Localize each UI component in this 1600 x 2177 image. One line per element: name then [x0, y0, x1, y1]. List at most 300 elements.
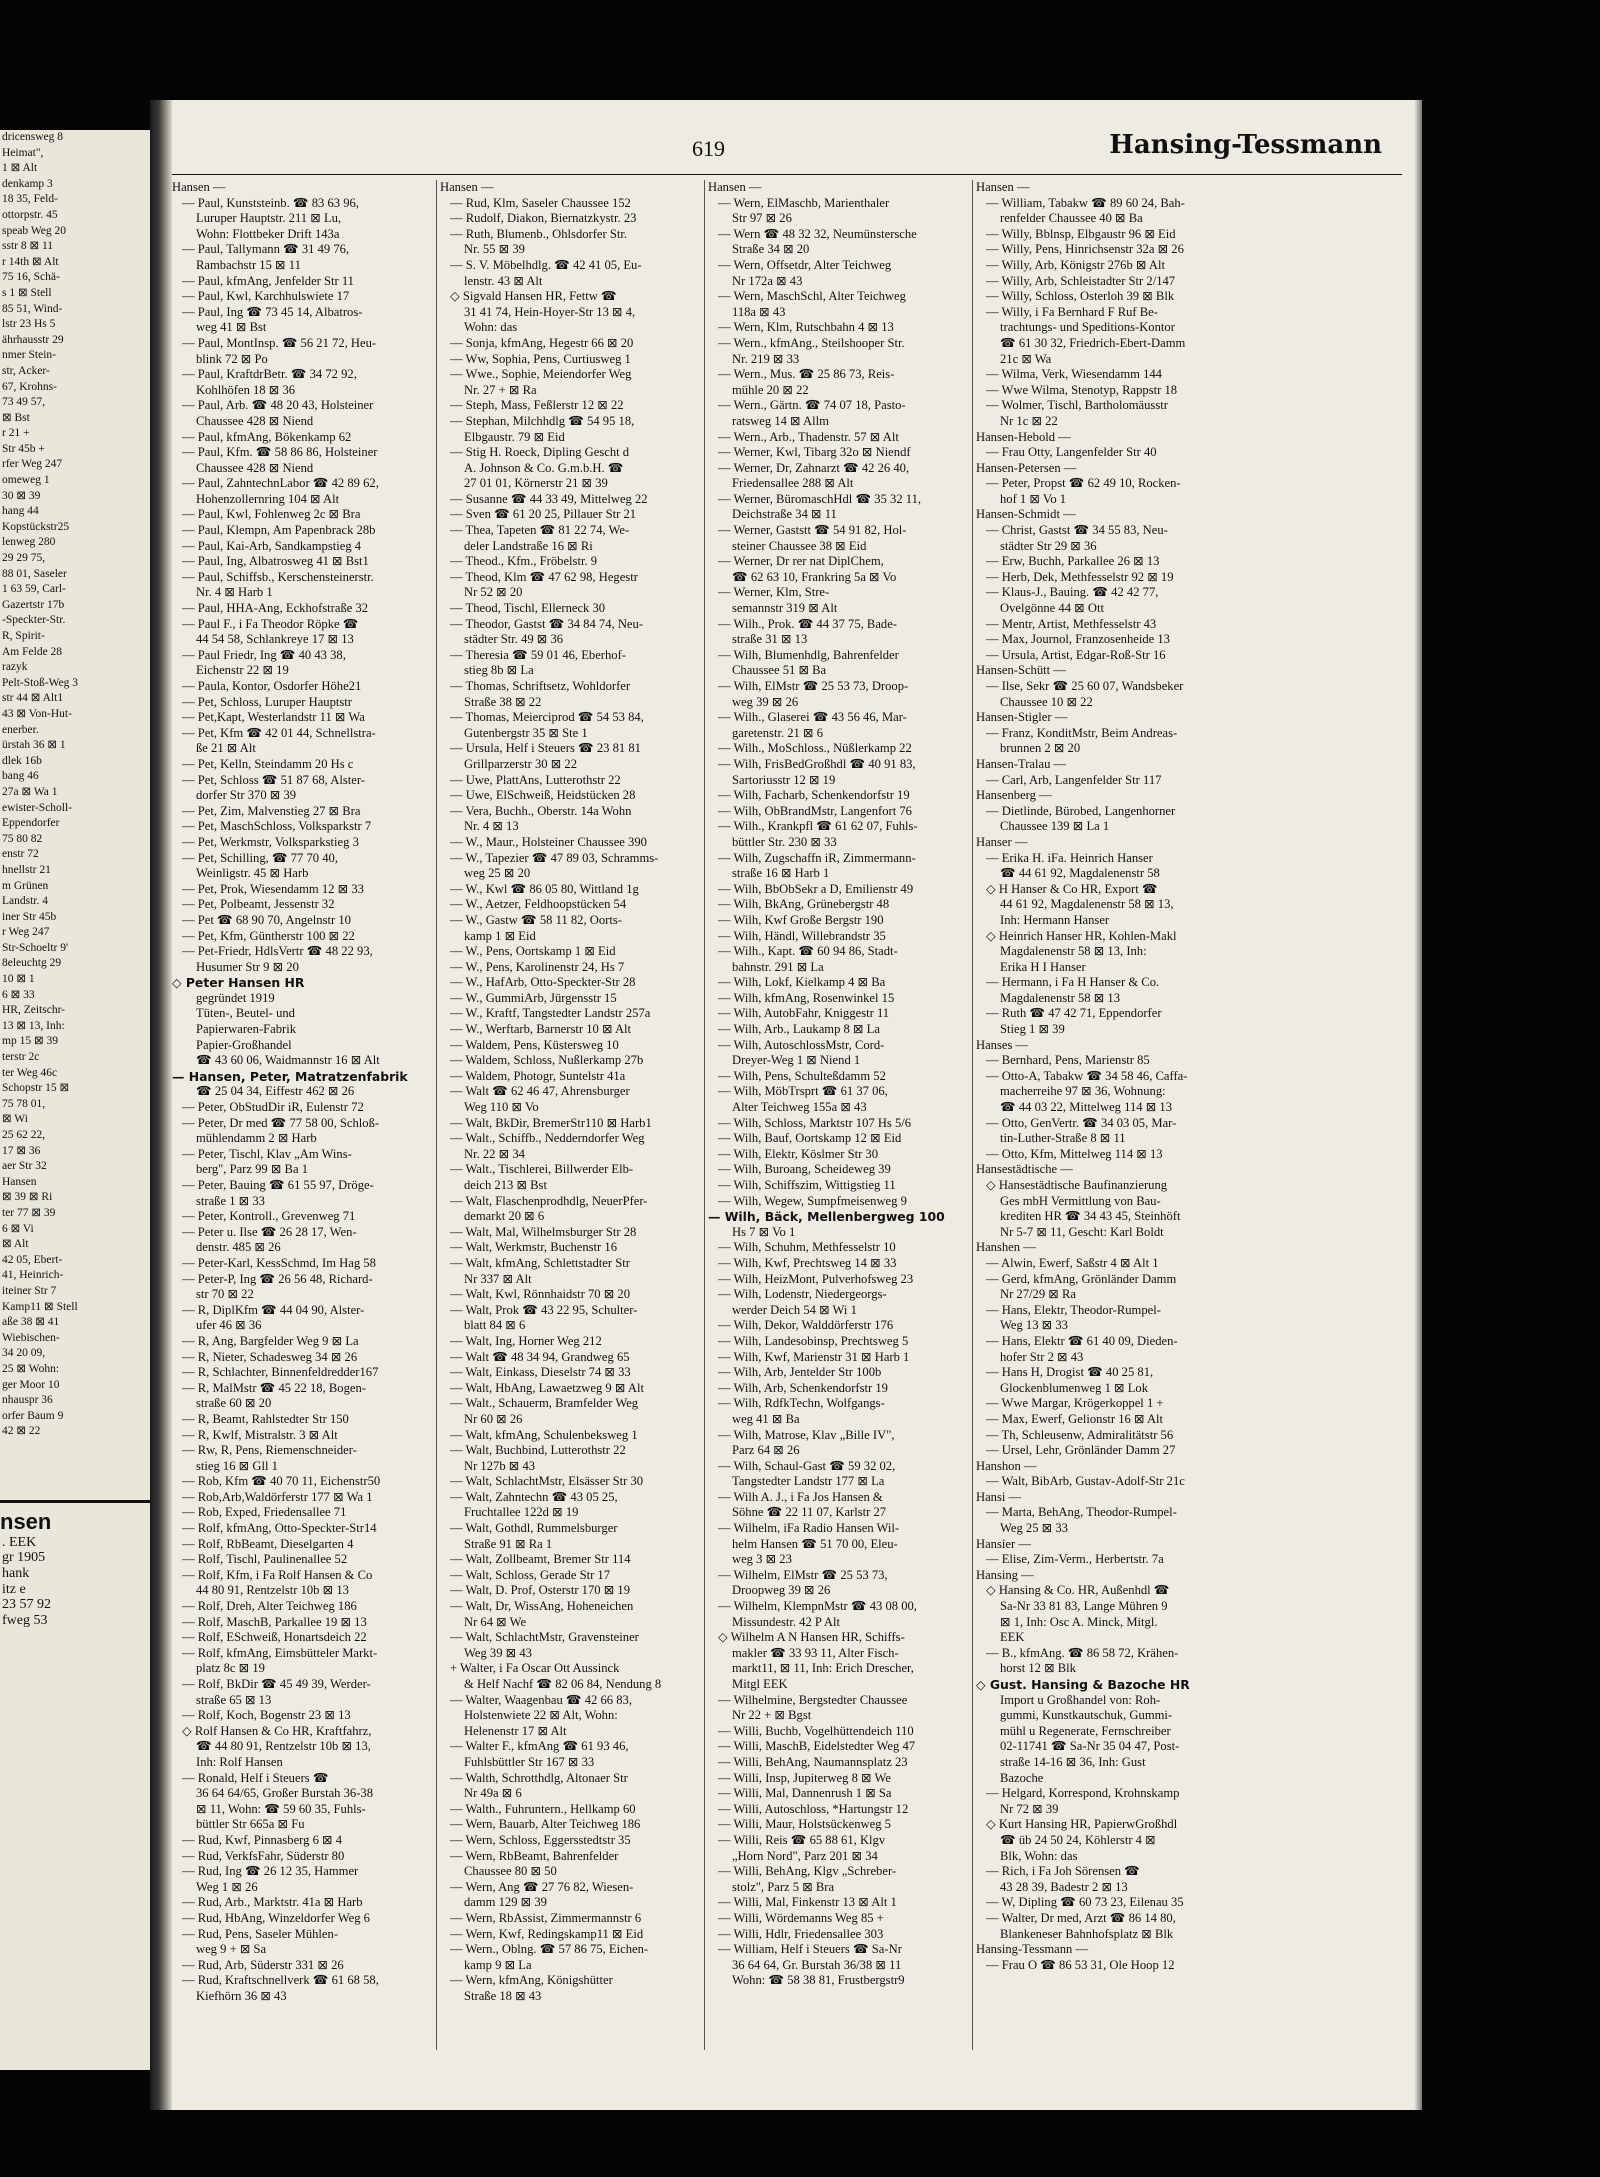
directory-entry-line: — Walt, Dr, WissAng, Hoheneichen — [450, 1599, 634, 1614]
directory-entry-line: — Theod., Kfm., Fröbelstr. 9 — [450, 554, 598, 569]
previous-page-line: Kamp11 ⊠ Stell — [2, 1300, 78, 1313]
directory-entry-line: — Herb, Dek, Methfesselstr 92 ⊠ 19 — [986, 569, 1174, 584]
previous-page-ad-lines — [0, 1535, 150, 1629]
directory-entry-line: macherreihe 97 ⊠ 36, Wohnung: — [1000, 1084, 1166, 1099]
directory-entry-line: Blk, Wohn: das — [1000, 1848, 1078, 1863]
directory-entry-line: — Rud, VerkfsFahr, Süderstr 80 — [182, 1848, 345, 1863]
previous-page-line: omeweg 1 — [2, 474, 50, 487]
directory-entry-line: — Wilh, ObBrandMstr, Langenfort 76 — [718, 803, 912, 818]
directory-entry-line: Chaussee 428 ⊠ Niend — [196, 413, 314, 428]
directory-entry-line: Kiefhörn 36 ⊠ 43 — [196, 1988, 287, 2003]
directory-entry-line: gummi, Kunstkautschuk, Gummi- — [1000, 1708, 1173, 1723]
previous-page-fragment — [0, 130, 150, 2070]
directory-entry-line: — Rolf, BkDir ☎ 45 49 39, Werder- — [182, 1677, 371, 1691]
previous-page-line: Kopstückstr25 — [2, 520, 70, 533]
previous-page-line: 41, Heinrich- — [2, 1269, 64, 1282]
previous-page-line: ter 77 ⊠ 39 — [2, 1206, 56, 1219]
directory-entry-line: — Wilh, Blumenhdlg, Bahrenfelder — [718, 647, 899, 662]
directory-entry-line: — Walt, Mal, Wilhelmsburger Str 28 — [450, 1224, 637, 1239]
directory-entry-line: — Pet, Polbeamt, Jessenstr 32 — [182, 897, 335, 912]
directory-entry-line: garetenstr. 21 ⊠ 6 — [732, 725, 823, 740]
directory-entry-line: — Waldem, Pens, Küstersweg 10 — [450, 1037, 619, 1052]
directory-entry-line: Nr. 55 ⊠ 39 — [464, 242, 525, 257]
directory-entry-line: — Willy, Pens, Hinrichsenstr 32a ⊠ 26 — [986, 242, 1184, 257]
column-1 — [172, 180, 434, 2050]
previous-page-line: denkamp 3 — [2, 177, 53, 190]
directory-entry-line: — Walt, Flaschenprodhdlg, NeuerPfer- — [450, 1193, 648, 1208]
previous-page-line: Eppendorfer — [2, 817, 60, 830]
directory-entry-line: — Wilh, Buroang, Scheideweg 39 — [718, 1162, 891, 1177]
directory-entry-line: — Peter u. Ilse ☎ 26 28 17, Wen- — [182, 1224, 357, 1239]
directory-entry-line: renfelder Chaussee 40 ⊠ Ba — [1000, 211, 1143, 226]
previous-page-line: terstr 2c — [2, 1051, 40, 1064]
directory-entry-line: hofer Str 2 ⊠ 43 — [1000, 1349, 1084, 1364]
directory-entry-line: — Peter-P, Ing ☎ 26 56 48, Richard- — [182, 1271, 373, 1286]
previous-page-line: 1 ⊠ Alt — [2, 162, 38, 175]
directory-entry-line: — Rob, Kfm ☎ 40 70 11, Eichenstr50 — [182, 1474, 381, 1489]
directory-entry-line: bahnstr. 291 ⊠ La — [732, 959, 824, 974]
previous-page-line: 30 ⊠ 39 — [2, 489, 41, 502]
directory-entry-line: A. Johnson & Co. G.m.b.H. ☎ — [464, 460, 624, 475]
directory-entry-line: — Wilh, BkAng, Grünebergstr 48 — [718, 897, 890, 912]
directory-entry-line: — Paul F., i Fa Theodor Röpke ☎ — [182, 616, 359, 631]
directory-entry-line: — Wern., kfmAng., Steilshooper Str. — [718, 335, 905, 350]
directory-entry-line: — Wilh, ElMstr ☎ 25 53 73, Droop- — [718, 679, 909, 693]
surname-heading: Hansen-Stigler — — [976, 710, 1068, 725]
directory-entry-line: deich 213 ⊠ Bst — [464, 1178, 547, 1192]
directory-entry-line: — Willi, Autoschloss, *Hartungstr 12 — [718, 1801, 909, 1816]
directory-entry-line: — Dietlinde, Bürobed, Langenhorner — [986, 803, 1176, 818]
directory-entry-line: ⊠ 11, Wohn: ☎ 59 60 35, Fuhls- — [196, 1801, 366, 1816]
directory-entry-line: — Werner, Gaststt ☎ 54 91 82, Hol- — [718, 523, 907, 538]
directory-entry-line: — Paul, Kwl, Fohlenweg 2c ⊠ Bra — [182, 507, 361, 522]
directory-entry-line: — Werner, Dr rer nat DiplChem, — [718, 554, 884, 569]
directory-entry-line: — Max, Ewerf, Gelionstr 16 ⊠ Alt — [986, 1411, 1164, 1426]
directory-entry-line: ⊠ 1, Inh: Osc A. Minck, Mitgl. — [1000, 1614, 1158, 1629]
directory-entry-line: Elbgaustr. 79 ⊠ Eid — [464, 429, 565, 444]
directory-entry-line: Straße 38 ⊠ 22 — [464, 694, 542, 709]
directory-entry-line: — Peter, Propst ☎ 62 49 10, Rocken- — [986, 476, 1181, 491]
directory-entry-line: — Otto, GenVertr. ☎ 34 03 05, Mar- — [986, 1115, 1177, 1130]
directory-entry-line: Dreyer-Weg 1 ⊠ Niend 1 — [732, 1053, 861, 1068]
directory-page — [172, 100, 1422, 2110]
surname-heading: Hansen-Hebold — — [976, 429, 1071, 444]
directory-entry-line: — Wilh A. J., i Fa Jos Hansen & — [718, 1489, 883, 1504]
previous-page-line: Pelt-Stoß-Weg 3 — [2, 676, 79, 689]
directory-entry-line: büttler Str. 230 ⊠ 33 — [732, 834, 837, 849]
directory-entry-line: straße 31 ⊠ 13 — [732, 632, 808, 647]
directory-entry-line: mühlendamm 2 ⊠ Harb — [196, 1131, 317, 1146]
directory-entry-line: ◇ Heinrich Hanser HR, Kohlen-Makl — [986, 928, 1177, 943]
surname-heading: Hanshon — — [976, 1458, 1037, 1473]
directory-entry-line: — Ronald, Helf i Steuers ☎ — [182, 1770, 329, 1785]
previous-page-line: 88 01, Saseler — [2, 567, 67, 580]
directory-entry-line: — Paul, Schiffsb., Kerschensteinerstr. — [182, 569, 374, 584]
directory-entry-line: — Willi, Insp, Jupiterweg 8 ⊠ We — [718, 1770, 891, 1785]
directory-entry-line: — W., HafArb, Otto-Speckter-Str 28 — [450, 975, 636, 990]
directory-entry-line: — Willi, Buchb, Vogelhüttendeich 110 — [718, 1723, 914, 1738]
directory-entry-line: weg 39 ⊠ 26 — [732, 694, 799, 709]
directory-entry-line: — Rw, R, Pens, Riemenschneider- — [182, 1443, 357, 1458]
directory-entry-line: — Otto, Kfm, Mittelweg 114 ⊠ 13 — [986, 1146, 1163, 1161]
directory-entry-line: — Wern, Klm, Rutschbahn 4 ⊠ 13 — [718, 320, 894, 335]
directory-entry-line: ☎ 62 63 10, Frankring 5a ⊠ Vo — [732, 569, 897, 584]
previous-page-line: Hansen — [2, 1175, 37, 1188]
previous-page-line: ewister-Scholl- — [2, 801, 73, 814]
directory-entry-line: 118a ⊠ 43 — [732, 304, 786, 319]
directory-entry-line: — Thomas, Schriftsetz, Wohldorfer — [450, 679, 631, 693]
directory-entry-line: Fruchtallee 122d ⊠ 19 — [464, 1505, 579, 1520]
previous-page-line: dlek 16b — [2, 754, 42, 767]
directory-entry-line: — Rud, Klm, Saseler Chaussee 152 — [450, 195, 631, 210]
directory-entry-line: — Wilh, Arb, Schenkendorfstr 19 — [718, 1380, 888, 1395]
previous-page-line: nhauspr 36 — [2, 1394, 53, 1407]
directory-entry-line: — Rudolf, Diakon, Biernatzkystr. 23 — [450, 211, 637, 226]
previous-page-line: 29 29 75, — [2, 552, 46, 565]
directory-entry-line: — B., kfmAng. ☎ 86 58 72, Krähen- — [986, 1645, 1179, 1660]
directory-entry-line: gegründet 1919 — [196, 990, 275, 1005]
directory-entry-line: blink 72 ⊠ Po — [196, 351, 268, 366]
directory-entry-line: Str 97 ⊠ 26 — [732, 211, 792, 226]
directory-entry-line: — Ilse, Sekr ☎ 25 60 07, Wandsbeker — [986, 679, 1184, 693]
directory-entry-line: — Rud, Kwf, Pinnasberg 6 ⊠ 4 — [182, 1832, 343, 1847]
column-divider — [972, 180, 973, 2050]
surname-heading: Hansen-Tralau — — [976, 756, 1067, 771]
directory-entry-line: — Walt, HbAng, Lawaetzweg 9 ⊠ Alt — [450, 1380, 644, 1395]
page-number: 619 — [692, 136, 725, 161]
directory-entry-line: — Paul, kfmAng, Jenfelder Str 11 — [182, 273, 354, 288]
directory-entry-line: weg 41 ⊠ Bst — [196, 320, 267, 335]
directory-entry-line: — Rud, Ing ☎ 26 12 35, Hammer — [182, 1864, 359, 1879]
directory-entry-line: Husumer Str 9 ⊠ 20 — [196, 959, 299, 974]
directory-entry-line: ◇ Peter Hansen HR — [172, 975, 305, 991]
directory-entry-line: — Wern, Bauarb, Alter Teichweg 186 — [450, 1817, 641, 1832]
directory-entry-line: Nr 127b ⊠ 43 — [464, 1458, 536, 1473]
directory-entry-line: — Frau Otty, Langenfelder Str 40 — [986, 445, 1157, 460]
directory-entry-line: — Alwin, Ewerf, Saßstr 4 ⊠ Alt 1 — [986, 1255, 1159, 1270]
previous-page-line: 67, Krohns- — [2, 380, 57, 393]
directory-entry-line: — Paul, ZahntechnLabor ☎ 42 89 62, — [182, 476, 379, 491]
directory-entry-line: — Peter, Dr med ☎ 77 58 00, Schloß- — [182, 1115, 380, 1130]
previous-page-line: 75 78 01, — [2, 1097, 46, 1110]
directory-entry-line: — Wilma, Verk, Wiesendamm 144 — [986, 367, 1162, 382]
directory-entry-line: — Pet, Kfm, Güntherstr 100 ⊠ 22 — [182, 928, 355, 943]
directory-entry-line: — R, Beamt, Rahlstedter Str 150 — [182, 1411, 349, 1426]
previous-page-line: mp 15 ⊠ 39 — [2, 1035, 58, 1048]
directory-entry-line: weg 9 + ⊠ Sa — [196, 1942, 267, 1957]
directory-entry-line: Weg 25 ⊠ 33 — [1000, 1521, 1068, 1536]
directory-entry-line: — W., GummiArb, Jürgensstr 15 — [450, 990, 617, 1005]
directory-entry-line: — R, DiplKfm ☎ 44 04 90, Alster- — [182, 1302, 365, 1317]
directory-entry-line: ◇ Wilhelm A N Hansen HR, Schiffs- — [718, 1630, 905, 1645]
directory-entry-line: Söhne ☎ 22 11 07, Karlstr 27 — [732, 1505, 887, 1520]
directory-entry-line: str 70 ⊠ 22 — [196, 1287, 254, 1302]
directory-entry-line: — Walt, Buchbind, Lutterothstr 22 — [450, 1443, 626, 1458]
surname-heading: Hansen-Petersen — — [976, 460, 1077, 475]
directory-entry-line: — Wilh, Dekor, Walddörferstr 176 — [718, 1318, 894, 1333]
surname-heading: Hansing — — [976, 1567, 1034, 1582]
directory-entry-line: — Hermann, i Fa H Hanser & Co. — [986, 975, 1160, 990]
previous-page-line: 17 ⊠ 36 — [2, 1144, 41, 1157]
directory-entry-line: Alter Teichweg 155a ⊠ 43 — [732, 1100, 867, 1115]
directory-entry-line: — Wilh, Pens, Schulteßdamm 52 — [718, 1068, 886, 1083]
directory-entry-line: — Willy, i Fa Bernhard F Ruf Be- — [986, 304, 1158, 319]
directory-entry-line: Magdalenenstr 58 ⊠ 13 — [1000, 990, 1121, 1005]
directory-entry-line: — Walt., Schiffb., Nedderndorfer Weg — [450, 1131, 645, 1146]
directory-entry-line: trachtungs- und Speditions-Kontor — [1000, 320, 1175, 335]
directory-entry-line: — Wilh, RdfkTechn, Wolfgangs- — [718, 1396, 885, 1411]
directory-entry-line: — Wilh, Zugschaffn iR, Zimmermann- — [718, 850, 916, 865]
directory-entry-line: Luruper Hauptstr. 211 ⊠ Lu, — [196, 211, 342, 226]
directory-entry-line: Hohenzollernring 104 ⊠ Alt — [196, 491, 340, 506]
directory-entry-line: — Peter, Kontroll., Grevenweg 71 — [182, 1209, 356, 1224]
directory-entry-line: — Walter, Waagenbau ☎ 42 66 83, — [450, 1692, 632, 1707]
directory-entry-line: kamp 9 ⊠ La — [464, 1957, 532, 1972]
directory-entry-line: Wohn: ☎ 58 38 81, Frustbergstr9 — [732, 1973, 905, 1988]
directory-entry-line: Stieg 1 ⊠ 39 — [1000, 1022, 1065, 1037]
directory-entry-line: — Pet, Kfm ☎ 42 01 44, Schnellstra- — [182, 725, 376, 740]
directory-entry-line: — William, Tabakw ☎ 89 60 24, Bah- — [986, 195, 1185, 210]
previous-page-line: r 21 + — [2, 427, 30, 440]
previous-page-line: HR, Zeitschr- — [2, 1004, 66, 1017]
directory-entry-line: — Wilhelm, ElMstr ☎ 25 53 73, — [718, 1567, 888, 1582]
running-head: Hansing-Tessmann — [1109, 130, 1382, 160]
directory-entry-line: — Hans H, Drogist ☎ 40 25 81, — [986, 1365, 1154, 1380]
directory-entry-line: — Wilh, Schaul-Gast ☎ 59 32 02, — [718, 1458, 896, 1473]
directory-entry-line: — W, Dipling ☎ 60 73 23, Eilenau 35 — [986, 1895, 1184, 1910]
directory-entry-line: — Wilh, BbObSekr a D, Emilienstr 49 — [718, 881, 914, 896]
directory-entry-line: — Werner, Dr, Zahnarzt ☎ 42 26 40, — [718, 460, 910, 475]
previous-page-line: -Speckter-Str. — [2, 614, 66, 627]
header-rule — [172, 174, 1402, 175]
directory-entry-line: — Walt, SchlachtMstr, Gravensteiner — [450, 1630, 639, 1645]
directory-entry-line: — Pet, Schloss, Luruper Hauptstr — [182, 694, 352, 709]
directory-entry-line: — Wern., Arb., Thadenstr. 57 ⊠ Alt — [718, 429, 899, 444]
directory-entry-line: straße 14-16 ⊠ 36, Inh: Gust — [1000, 1754, 1146, 1769]
directory-entry-line: Sa-Nr 33 81 83, Lange Mühren 9 — [1000, 1599, 1168, 1614]
directory-entry-line: Nr 5-7 ⊠ 11, Gescht: Karl Boldt — [1000, 1224, 1164, 1239]
previous-page-line: lenweg 280 — [2, 536, 56, 549]
directory-entry-line: — R, MalMstr ☎ 45 22 18, Bogen- — [182, 1380, 366, 1395]
previous-page-line: R, Spirit- — [2, 630, 45, 642]
directory-entry-line: — Rolf, ESchweiß, Honartsdeich 22 — [182, 1630, 367, 1645]
directory-entry-line: — Wilh, HeizMont, Pulverhofsweg 23 — [718, 1271, 914, 1286]
directory-entry-line: — Pet,Kapt, Westerlandstr 11 ⊠ Wa — [182, 710, 365, 725]
directory-entry-line: damm 129 ⊠ 39 — [464, 1895, 547, 1910]
directory-entry-line: ◇ Rolf Hansen & Co HR, Kraftfahrz, — [182, 1723, 372, 1738]
directory-entry-line: Nr 22 + ⊠ Bgst — [732, 1708, 812, 1723]
directory-entry-line: — Paul, Kai-Arb, Sandkampstieg 4 — [182, 538, 362, 553]
directory-entry-line: Tangstedter Landstr 177 ⊠ La — [732, 1474, 885, 1489]
directory-entry-line: — Peter-Karl, KessSchmd, Im Hag 58 — [182, 1255, 376, 1270]
directory-entry-line: — Willi, Maur, Holstsückenweg 5 — [718, 1817, 891, 1832]
directory-entry-line: Nr. 22 ⊠ 34 — [464, 1146, 525, 1161]
directory-entry-line: — S. V. Möbelhdlg. ☎ 42 41 05, Eu- — [450, 257, 642, 272]
directory-entry-line: — Paul, KraftdrBetr. ☎ 34 72 92, — [182, 367, 357, 382]
directory-entry-line: — Ursel, Lehr, Grönländer Damm 27 — [986, 1443, 1176, 1458]
directory-entry-line: 31 41 74, Hein-Hoyer-Str 13 ⊠ 4, — [464, 304, 636, 319]
previous-page-line: ⊠ Wi — [2, 1113, 28, 1126]
directory-entry-line: — Theresia ☎ 59 01 46, Eberhof- — [450, 647, 626, 662]
previous-page-line: m Grünen — [2, 879, 49, 892]
directory-entry-line: ☎ 25 04 34, Eiffestr 462 ⊠ 26 — [196, 1084, 355, 1099]
directory-entry-line: & Helf Nachf ☎ 82 06 84, Nendung 8 — [464, 1677, 662, 1691]
directory-entry-line: — Peter, ObStudDir iR, Eulenstr 72 — [182, 1100, 364, 1115]
directory-entry-line: — Walter F., kfmAng ☎ 61 93 46, — [450, 1739, 629, 1754]
previous-page-line: Str 45b + — [2, 442, 45, 455]
directory-entry-line: — Thea, Tapeten ☎ 81 22 74, We- — [450, 523, 630, 538]
directory-entry-line: hof 1 ⊠ Vo 1 — [1000, 491, 1067, 506]
surname-heading: Hansen-Schütt — — [976, 663, 1066, 678]
directory-entry-line: — Willy, Schloss, Osterloh 39 ⊠ Blk — [986, 289, 1175, 304]
surname-heading: Hanshen — — [976, 1240, 1036, 1255]
previous-page-line: 13 ⊠ 13, Inh: — [2, 1019, 65, 1032]
directory-entry-line: — Waldem, Photogr, Suntelstr 41a — [450, 1068, 626, 1083]
directory-entry-line: demarkt 20 ⊠ 6 — [464, 1209, 545, 1224]
directory-entry-line: — Willy, Arb, Schleistadter Str 2/147 — [986, 273, 1176, 288]
directory-entry-line: — Wern., Oblng. ☎ 57 86 75, Eichen- — [450, 1942, 649, 1957]
directory-entry-line: Weg 110 ⊠ Vo — [464, 1100, 539, 1115]
directory-entry-line: — Christ, Gastst ☎ 34 55 83, Neu- — [986, 523, 1168, 538]
directory-entry-line: — Wwe Wilma, Stenotyp, Rappstr 18 — [986, 382, 1178, 397]
directory-entry-line: — Wern, RbAssist, Zimmermannstr 6 — [450, 1910, 642, 1925]
directory-entry-line: — Walt, Werkmstr, Buchenstr 16 — [450, 1240, 617, 1255]
directory-entry-line: Straße 91 ⊠ Ra 1 — [464, 1536, 553, 1551]
directory-entry-line: Chaussee 428 ⊠ Niend — [196, 460, 314, 475]
directory-entry-line: werder Deich 54 ⊠ Wi 1 — [732, 1302, 857, 1317]
directory-entry-line: platz 8c ⊠ 19 — [196, 1661, 265, 1676]
directory-entry-line: — Rolf, RbBeamt, Dieselgarten 4 — [182, 1536, 354, 1551]
previous-page-line: Gazertstr 17b — [2, 598, 65, 611]
previous-page-line: bang 46 — [2, 770, 39, 783]
directory-entry-line: Glockenblumenweg 1 ⊠ Lok — [1000, 1380, 1149, 1395]
directory-entry-line: — W., Werftarb, Barnerstr 10 ⊠ Alt — [450, 1022, 632, 1037]
directory-entry-line: — Wilh, Bäck, Mellenbergweg 100 — [708, 1209, 945, 1225]
previous-page-ad-line: fweg 53 — [2, 1612, 48, 1628]
directory-entry-line: ◇ Hansing & Co. HR, Außenhdl ☎ — [986, 1583, 1170, 1598]
directory-entry-line: — Wilh, Wegew, Sumpfmeisenweg 9 — [718, 1193, 907, 1208]
previous-page-line: enerber. — [2, 723, 39, 736]
directory-entry-line: — Wern., Mus. ☎ 25 86 73, Reis- — [718, 367, 895, 382]
directory-entry-line: — Vera, Buchh., Oberstr. 14a Wohn — [450, 803, 632, 818]
directory-entry-line: — Max, Journol, Franzosenheide 13 — [986, 632, 1170, 647]
directory-entry-line: — Rud, Pens, Saseler Mühlen- — [182, 1926, 339, 1941]
directory-entry-line: — Wwe., Sophie, Meiendorfer Weg — [450, 367, 632, 382]
directory-entry-line: + Walter, i Fa Oscar Ott Aussinck — [450, 1661, 620, 1676]
directory-entry-line: Droopweg 39 ⊠ 26 — [732, 1583, 831, 1598]
directory-entry-line: — Th, Schleusenw, Admiralitätstr 56 — [986, 1427, 1174, 1442]
previous-page-line: 25 62 22, — [2, 1129, 46, 1141]
directory-entry-line: Nr 27/29 ⊠ Ra — [1000, 1287, 1076, 1302]
directory-entry-line: — Klaus-J., Bauing. ☎ 42 42 77, — [986, 585, 1159, 600]
directory-entry-line: Gutenbergstr 35 ⊠ Ste 1 — [464, 725, 588, 740]
directory-entry-line: — Bernhard, Pens, Marienstr 85 — [986, 1053, 1150, 1068]
directory-entry-line: Mitgl EEK — [732, 1677, 788, 1691]
directory-entry-line: — Steph, Mass, Feßlerstr 12 ⊠ 22 — [450, 398, 624, 413]
column-2 — [440, 180, 702, 2050]
directory-entry-line: dorfer Str 370 ⊠ 39 — [196, 788, 297, 803]
directory-entry-line: — Ww, Sophia, Pens, Curtiusweg 1 — [450, 351, 631, 366]
previous-page-line: s 1 ⊠ Stell — [2, 286, 52, 299]
directory-entry-line: 27 01 01, Körnerstr 21 ⊠ 39 — [464, 476, 608, 491]
directory-entry-line: — Wilh, Kwf, Prechtsweg 14 ⊠ 33 — [718, 1255, 897, 1270]
directory-entry-line: — Wilh, Schloss, Marktstr 107 Hs 5/6 — [718, 1115, 912, 1130]
directory-entry-line: — Wilh, FrisBedGroßhdl ☎ 40 91 83, — [718, 756, 916, 771]
previous-page-ad-line: gr 1905 — [2, 1550, 46, 1566]
directory-entry-line: — Paul Friedr, Ing ☎ 40 43 38, — [182, 647, 346, 662]
previous-page-ad-line: hank — [2, 1566, 30, 1582]
directory-entry-line: — Paul, Kwl, Karchhulswiete 17 — [182, 289, 350, 304]
directory-entry-line: ße 21 ⊠ Alt — [196, 741, 256, 756]
directory-entry-line: — Stig H. Roeck, Dipling Gescht d — [450, 445, 630, 460]
previous-page-line: 85 51, Wind- — [2, 302, 63, 315]
directory-entry-line: — Hans, Elektr, Theodor-Rumpel- — [986, 1302, 1161, 1317]
previous-page-ad-line: 23 57 92 — [2, 1597, 51, 1613]
directory-entry-line: 21c ⊠ Wa — [1000, 351, 1052, 366]
directory-entry-line: — Uwe, PlattAns, Lutterothstr 22 — [450, 772, 621, 787]
directory-entry-line: — Walt, kfmAng, Schulenbeksweg 1 — [450, 1427, 638, 1442]
directory-entry-line: ☎ üb 24 50 24, Köhlerstr 4 ⊠ — [1000, 1832, 1156, 1847]
directory-entry-line: — Wilh, Schuhm, Methfesselstr 10 — [718, 1240, 896, 1255]
directory-entry-line: — Pet, Schloss ☎ 51 87 68, Alster- — [182, 772, 366, 787]
previous-page-line: 27a ⊠ Wa 1 — [2, 785, 58, 798]
previous-page-line: lstr 23 Hs 5 — [2, 318, 56, 331]
directory-entry-line: Weg 1 ⊠ 26 — [196, 1879, 258, 1894]
directory-entry-line: ☎ 61 30 32, Friedrich-Ebert-Damm — [1000, 335, 1186, 350]
previous-page-line: 8eleuchtg 29 — [2, 957, 62, 970]
directory-entry-line: — Werner, Klm, Stre- — [718, 585, 830, 600]
directory-entry-line: — Wilh, kfmAng, Rosenwinkel 15 — [718, 990, 895, 1005]
directory-entry-line: — Walt, Zahntechn ☎ 43 05 25, — [450, 1489, 618, 1504]
page-edge-shadow — [1414, 100, 1422, 2110]
directory-entry-line: straße 1 ⊠ 33 — [196, 1193, 265, 1208]
directory-entry-line: — Paul, Klempn, Am Papenbrack 28b — [182, 523, 376, 538]
directory-entry-line: — Rud, Arb, Süderstr 331 ⊠ 26 — [182, 1957, 344, 1972]
directory-entry-line: — Elise, Zim-Verm., Herbertstr. 7a — [986, 1552, 1164, 1567]
directory-entry-line: — Wilh, Lokf, Kielkamp 4 ⊠ Ba — [718, 975, 886, 990]
previous-page-line: hnellstr 21 — [2, 863, 51, 876]
directory-entry-line: — Rich, i Fa Joh Sörensen ☎ — [986, 1864, 1140, 1879]
directory-entry-line: — Werner, BüromaschHdl ☎ 35 32 11, — [718, 491, 922, 506]
directory-entry-line: — Wilhelm, iFa Radio Hansen Wil- — [718, 1521, 900, 1536]
directory-entry-line: — Walt., Schauerm, Bramfelder Weg — [450, 1396, 639, 1411]
directory-entry-line: stieg 8b ⊠ La — [464, 663, 534, 678]
directory-entry-line: — Rolf, Tischl, Paulinenallee 52 — [182, 1552, 348, 1567]
directory-entry-line: — Wilh, Facharb, Schenkendorfstr 19 — [718, 788, 910, 803]
directory-entry-line: — Wern, Offsetdr, Alter Teichweg — [718, 257, 892, 272]
directory-entry-line: Nr 52 ⊠ 20 — [464, 585, 523, 600]
directory-entry-line: krediten HR ☎ 34 43 45, Steinhöft — [1000, 1209, 1181, 1224]
directory-entry-line: — W., Aetzer, Feldhoopstücken 54 — [450, 897, 627, 912]
directory-entry-line: ☎ 44 80 91, Rentzelstr 10b ⊠ 13, — [196, 1739, 371, 1754]
directory-entry-line: — Paul, kfmAng, Bökenkamp 62 — [182, 429, 352, 444]
directory-entry-line: — Walt, Ing, Horner Weg 212 — [450, 1333, 602, 1348]
directory-entry-line: berg", Parz 99 ⊠ Ba 1 — [196, 1162, 308, 1177]
directory-entry-line: ☎ 44 03 22, Mittelweg 114 ⊠ 13 — [1000, 1100, 1172, 1115]
directory-entry-line: — Wilhelmine, Bergstedter Chaussee — [718, 1692, 908, 1707]
directory-entry-line: — Willi, Hdlr, Friedensallee 303 — [718, 1926, 884, 1941]
directory-entry-line: Papier-Großhandel — [196, 1037, 292, 1052]
directory-entry-line: — Pet, Werkmstr, Volksparkstieg 3 — [182, 834, 359, 849]
directory-entry-line: Rambachstr 15 ⊠ 11 — [196, 257, 301, 272]
previous-page-line: dricensweg 8 — [2, 131, 63, 143]
previous-page-ad-line: itz e — [2, 1581, 26, 1597]
directory-entry-line: — Paul, Kunststeinb. ☎ 83 63 96, — [182, 195, 359, 210]
directory-entry-line: — Rud, HbAng, Winzeldorfer Weg 6 — [182, 1910, 370, 1925]
directory-entry-line: — Wilh, Arb., Laukamp 8 ⊠ La — [718, 1022, 880, 1037]
directory-entry-line: — Gerd, kfmAng, Grönländer Damm — [986, 1271, 1177, 1286]
previous-page-line: ter Weg 46c — [2, 1066, 58, 1079]
